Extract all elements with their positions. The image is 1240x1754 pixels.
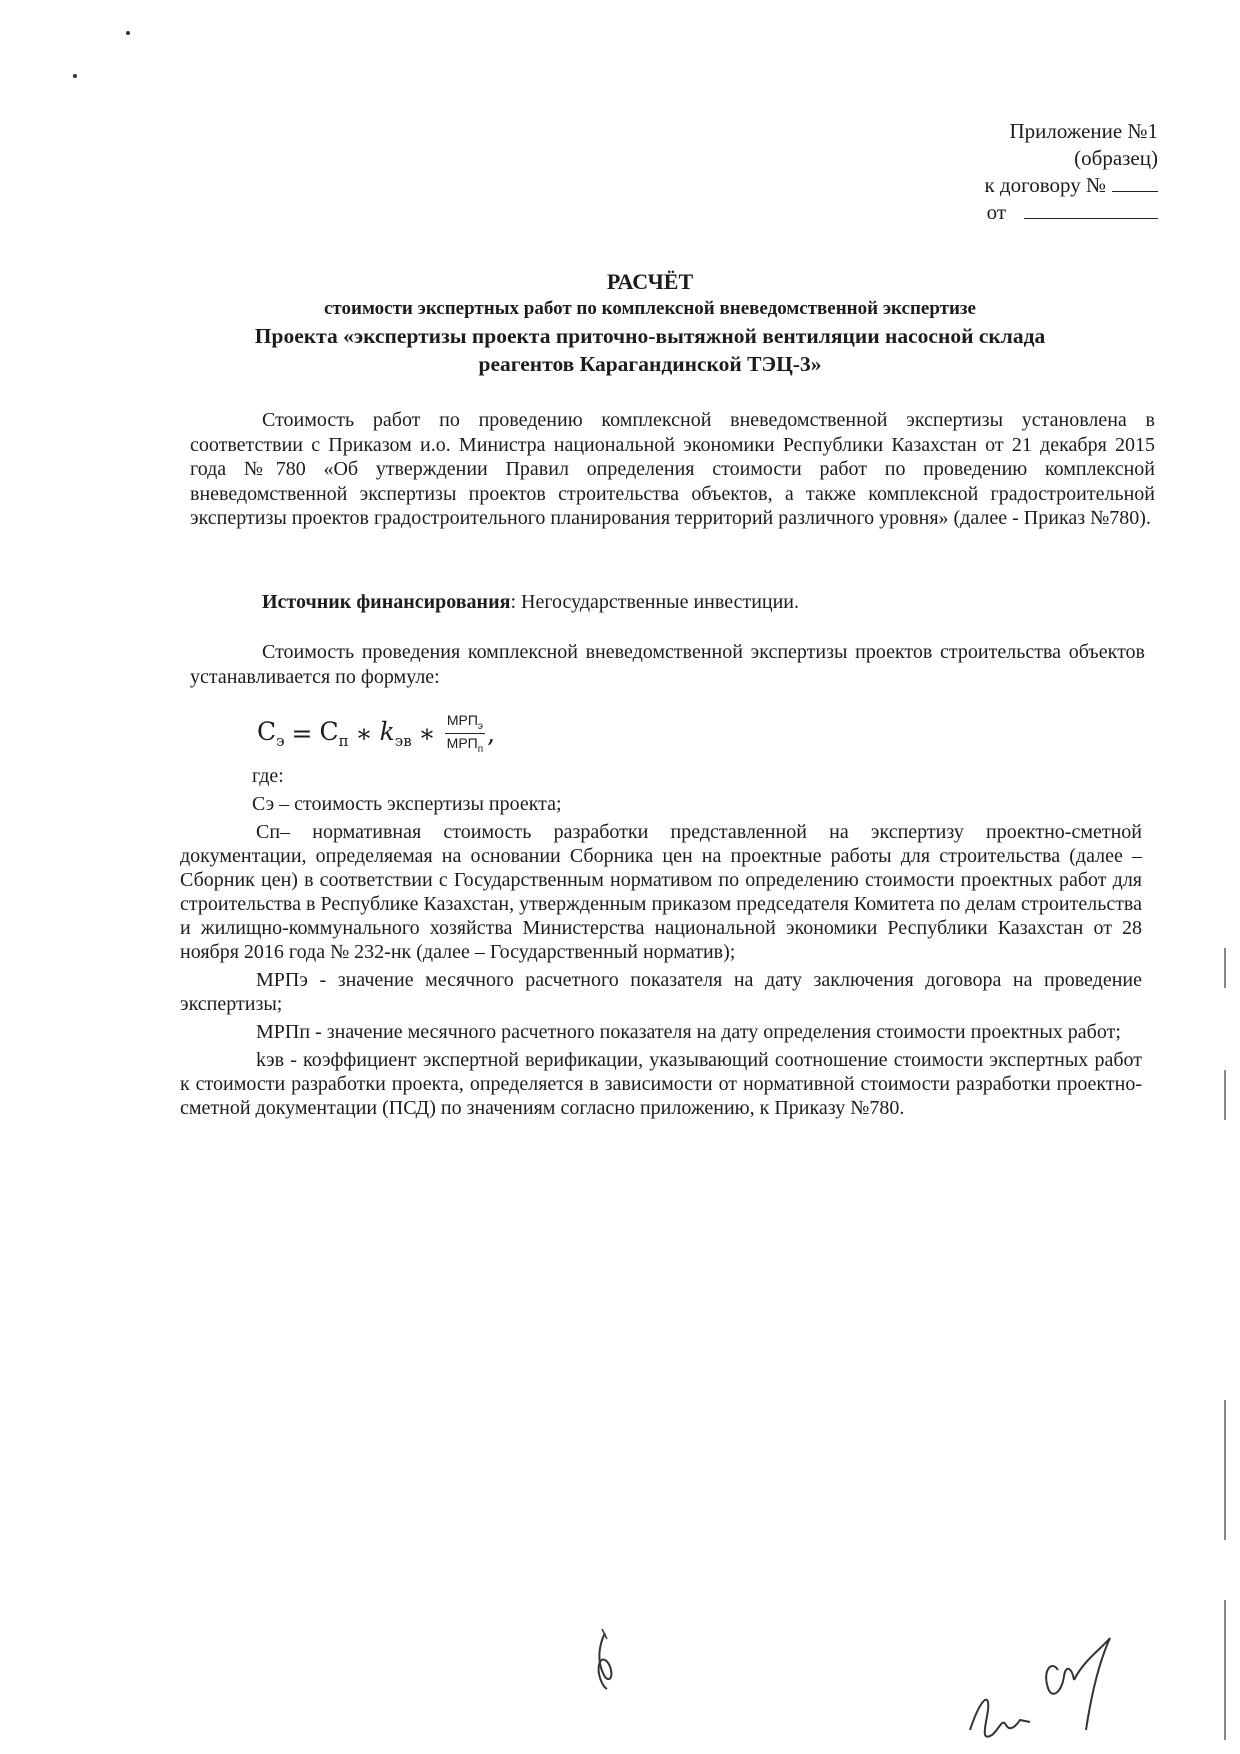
document-title <box>150 268 1150 378</box>
intro-paragraph: Стоимость работ по проведению комплексной вневедомственной экспертизы установлена в соответствии с Приказом и.о. Министра национальной экономики Республики Казахстан от 21 декабря 2015 года №780 «Об утверждении Правил определения стоимости работ по проведению комплексной вневедомственной экспертизы проектов строительства объектов, а также комплексной градостроительной экспертизы проектов градостроительного планирования территорий различного уровня» (далее - Приказ №780). <box>190 409 1155 529</box>
formula-cp: $С_п$ <box>319 716 349 750</box>
contract-number-blank <box>1112 191 1158 192</box>
formula-numerator: $МРП_э$ <box>446 712 483 732</box>
contract-number-line: к договору № <box>984 172 1158 199</box>
formula-fraction <box>445 712 485 755</box>
scan-speck <box>73 74 77 78</box>
formula-lhs: $С_э$ <box>257 716 285 750</box>
title-project-line1: Проекта «экспертизы проекта приточно-вытяжной вентиляции насосной склада <box>254 324 1046 348</box>
contract-date-blank <box>1024 218 1158 219</box>
formula-multiply: ∗ <box>418 718 436 748</box>
formula-intro: Стоимость проведения комплексной вневедомственной экспертизы проектов строительства объектов устанавливается по формуле: <box>190 641 1145 688</box>
annex-sample-note: (образец) <box>1074 146 1158 170</box>
handwritten-signature <box>960 1630 1140 1750</box>
formula-denominator: $МРП_п$ <box>446 734 484 755</box>
scan-edge-mark <box>1224 1600 1226 1740</box>
formula-k: $k_{эв}$ <box>379 716 412 750</box>
funding-label: Источник финансирования <box>262 591 511 613</box>
handwritten-initial <box>585 1625 625 1695</box>
definition-ce: Сэ – стоимость экспертизы проекта; <box>252 793 562 815</box>
scan-edge-mark <box>1224 948 1226 988</box>
funding-source <box>190 590 1155 615</box>
funding-value: : Негосударственные инвестиции. <box>510 591 800 613</box>
formula-definitions <box>180 764 1142 1120</box>
annex-header <box>984 118 1158 226</box>
scan-edge-mark <box>1224 1070 1226 1120</box>
formula-equals: = <box>291 718 313 748</box>
definition-kev: kэв - коэффициент экспертной верификации, указывающий соотношение стоимости экспертных работ к стоимости разработки проекта, определяется в зависимости от нормативной стоимости разработки проектно-сметной документации (ПСД) по значениям согласно приложению, к Приказу №780. <box>180 1049 1142 1119</box>
scan-speck <box>126 31 130 35</box>
formula-multiply: ∗ <box>355 718 373 748</box>
title-project-line2: реагентов Карагандинской ТЭЦ-3» <box>478 352 822 376</box>
formula-comma: , <box>487 718 496 748</box>
cost-formula <box>257 712 495 755</box>
contract-date-line: от <box>984 199 1158 226</box>
title-heading: РАСЧЁТ <box>606 269 694 294</box>
definitions-where: где: <box>252 765 284 787</box>
definition-mrpe: МРПэ - значение месячного расчетного показателя на дату заключения договора на проведение экспертизы; <box>180 969 1142 1015</box>
annex-number: Приложение №1 <box>1009 119 1158 143</box>
definition-cp: Сп– нормативная стоимость разработки представленной на экспертизу проектно-сметной документации, определяемая на основании Сборника цен на проектные работы для строительства (далее – Сборник цен) в соответствии с Государственным нормативом по определению стоимости проектных работ для строительства в Республике Казахстан, утвержденным приказом председателя Комитета по делам строительства и жилищно-коммунального хозяйства Министерства национальной экономики Республики Казахстан от 28 ноября 2016 года № 232-нк (далее – Государственный норматив); <box>180 821 1142 963</box>
definition-mrpp: МРПп - значение месячного расчетного показателя на дату определения стоимости проектных работ; <box>256 1021 1121 1043</box>
title-subheading: стоимости экспертных работ по комплексной вневедомственной экспертизе <box>323 298 976 319</box>
scan-edge-mark <box>1224 1400 1226 1540</box>
